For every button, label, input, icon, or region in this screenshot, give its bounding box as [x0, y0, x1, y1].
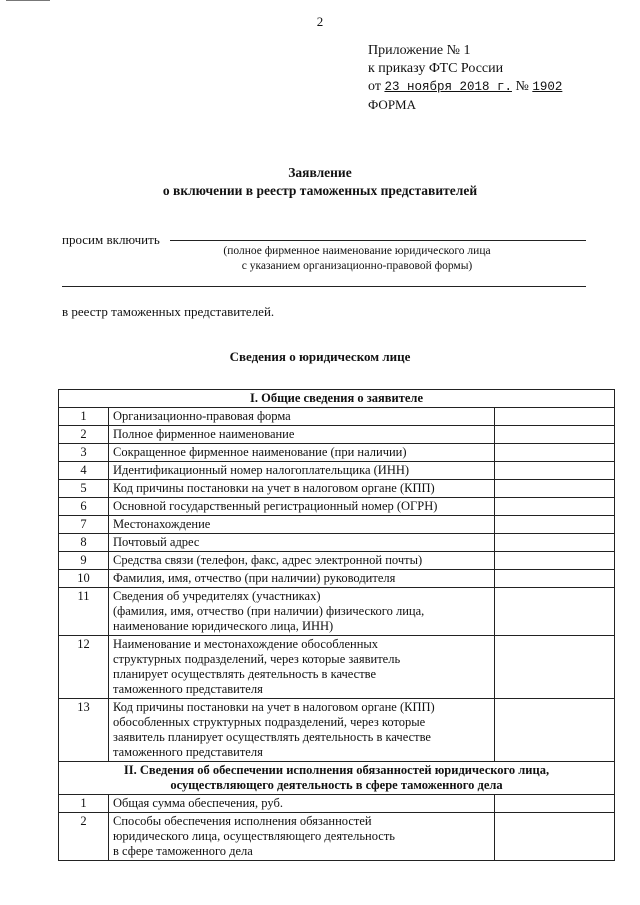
company-name-line-2 [62, 286, 586, 287]
row-label-line: Идентификационный номер налогоплательщика (ИНН) [113, 463, 410, 477]
row-label [109, 426, 495, 444]
table-row [59, 552, 615, 570]
section-2-title [59, 762, 615, 795]
hint-line-1: (полное фирменное наименование юридического лица [223, 245, 491, 257]
row-value-cell[interactable] [495, 570, 615, 588]
row-value-cell[interactable] [495, 588, 615, 636]
row-value-cell[interactable] [495, 444, 615, 462]
row-label-line: наименование юридического лица, ИНН) [113, 619, 334, 633]
row-value-cell[interactable] [495, 813, 615, 861]
section-2-header-row [59, 762, 615, 795]
row-number: 4 [59, 462, 109, 480]
row-value-cell[interactable] [495, 534, 615, 552]
table-row [59, 462, 615, 480]
row-label-line: планирует осуществлять деятельность в качестве [113, 667, 377, 681]
row-label-line: Наименование и местонахождение обособленных [113, 637, 379, 651]
row-value-cell[interactable] [495, 699, 615, 762]
row-value-cell[interactable] [495, 795, 615, 813]
row-number: 11 [59, 588, 109, 636]
table-body [59, 390, 615, 861]
table-row [59, 636, 615, 699]
row-label-line: таможенного представителя [113, 682, 263, 696]
appendix-block [368, 42, 562, 114]
registry-text: в реестр таможенных представителей. [62, 304, 275, 319]
section-heading: Сведения о юридическом лице [229, 349, 411, 364]
row-label [109, 699, 495, 762]
row-label-line: Основной государственный регистрационный номер (ОГРН) [113, 499, 438, 513]
row-label [109, 813, 495, 861]
table-row [59, 426, 615, 444]
row-label-line: в сфере таможенного дела [113, 844, 253, 858]
row-number: 13 [59, 699, 109, 762]
row-number: 1 [59, 408, 109, 426]
row-value-cell[interactable] [495, 408, 615, 426]
section-2-title-line: II. Сведения об обеспечении исполнения обязанностей юридического лица, [123, 763, 550, 777]
row-label-line: Полное фирменное наименование [113, 427, 295, 441]
row-number: 2 [59, 426, 109, 444]
row-label-line: Код причины постановки на учет в налоговом органе (КПП) [113, 700, 435, 714]
row-value-cell[interactable] [495, 516, 615, 534]
row-value-cell[interactable] [495, 636, 615, 699]
row-label [109, 534, 495, 552]
appendix-date-line [368, 78, 562, 96]
page-number: 2 [316, 14, 324, 29]
row-label-line: Фамилия, имя, отчество (при наличии) руководителя [113, 571, 396, 585]
row-label [109, 795, 495, 813]
order-number: 1902 [532, 80, 563, 94]
row-label-line: таможенного представителя [113, 745, 263, 759]
row-label [109, 516, 495, 534]
table-row [59, 498, 615, 516]
appendix-order: к приказу ФТС России [368, 61, 504, 76]
table-row [59, 534, 615, 552]
row-number: 5 [59, 480, 109, 498]
row-number: 10 [59, 570, 109, 588]
row-number: 7 [59, 516, 109, 534]
row-label-line: Сведения об учредителях (участниках) [113, 589, 321, 603]
row-value-cell[interactable] [495, 498, 615, 516]
document-title [0, 164, 640, 200]
row-label-line: Почтовый адрес [113, 535, 200, 549]
row-value-cell[interactable] [495, 462, 615, 480]
title-line-1: Заявление [288, 165, 352, 180]
row-value-cell[interactable] [495, 552, 615, 570]
row-number: 2 [59, 813, 109, 861]
company-name-hint [162, 244, 552, 274]
row-label [109, 462, 495, 480]
section-2-title-line: осуществляющего деятельность в сфере таможенного дела [170, 778, 503, 792]
table-row [59, 516, 615, 534]
row-label-line: обособленных структурных подразделений, через которые [113, 715, 426, 729]
company-name-line-1 [170, 240, 586, 241]
row-label [109, 636, 495, 699]
row-number: 3 [59, 444, 109, 462]
row-label-line: Сокращенное фирменное наименование (при наличии) [113, 445, 407, 459]
row-label-line: Общая сумма обеспечения, руб. [113, 796, 283, 810]
date-prefix: от [368, 79, 381, 94]
request-label: просим включить [62, 232, 160, 247]
scan-edge-mark [6, 0, 50, 1]
row-value-cell[interactable] [495, 426, 615, 444]
section-1-header-row [59, 390, 615, 408]
row-label-line: Средства связи (телефон, факс, адрес электронной почты) [113, 553, 423, 567]
table-row [59, 795, 615, 813]
table-row [59, 570, 615, 588]
title-line-2: о включении в реестр таможенных представителей [162, 183, 478, 198]
row-number: 6 [59, 498, 109, 516]
row-label-line: Местонахождение [113, 517, 211, 531]
row-label-line: Код причины постановки на учет в налоговом органе (КПП) [113, 481, 435, 495]
row-label [109, 480, 495, 498]
row-number: 1 [59, 795, 109, 813]
table-row [59, 699, 615, 762]
row-label [109, 570, 495, 588]
table-row [59, 408, 615, 426]
row-label [109, 588, 495, 636]
row-number: 9 [59, 552, 109, 570]
table-row [59, 444, 615, 462]
table-row [59, 480, 615, 498]
row-number: 12 [59, 636, 109, 699]
row-label [109, 498, 495, 516]
row-number: 8 [59, 534, 109, 552]
row-label [109, 444, 495, 462]
row-label [109, 408, 495, 426]
row-value-cell[interactable] [495, 480, 615, 498]
appendix-title: Приложение № 1 [368, 43, 471, 58]
row-label-line: Способы обеспечения исполнения обязанностей [113, 814, 372, 828]
hint-line-2: с указанием организационно-правовой формы) [241, 260, 473, 272]
form-label: ФОРМА [368, 97, 416, 112]
table-row [59, 813, 615, 861]
applicant-info-table [58, 389, 615, 861]
order-date: 23 ноября 2018 г. [384, 80, 512, 94]
row-label-line: структурных подразделений, через которые заявитель [113, 652, 401, 666]
row-label-line: заявитель планирует осуществлять деятельность в качестве [113, 730, 431, 744]
table-row [59, 588, 615, 636]
row-label-line: Организационно-правовая форма [113, 409, 291, 423]
row-label-line: (фамилия, имя, отчество (при наличии) физического лица, [113, 604, 425, 618]
row-label [109, 552, 495, 570]
number-sign: № [515, 79, 529, 94]
section-1-title: I. Общие сведения о заявителе [59, 390, 615, 408]
row-label-line: юридического лица, осуществляющего деятельность [113, 829, 396, 843]
